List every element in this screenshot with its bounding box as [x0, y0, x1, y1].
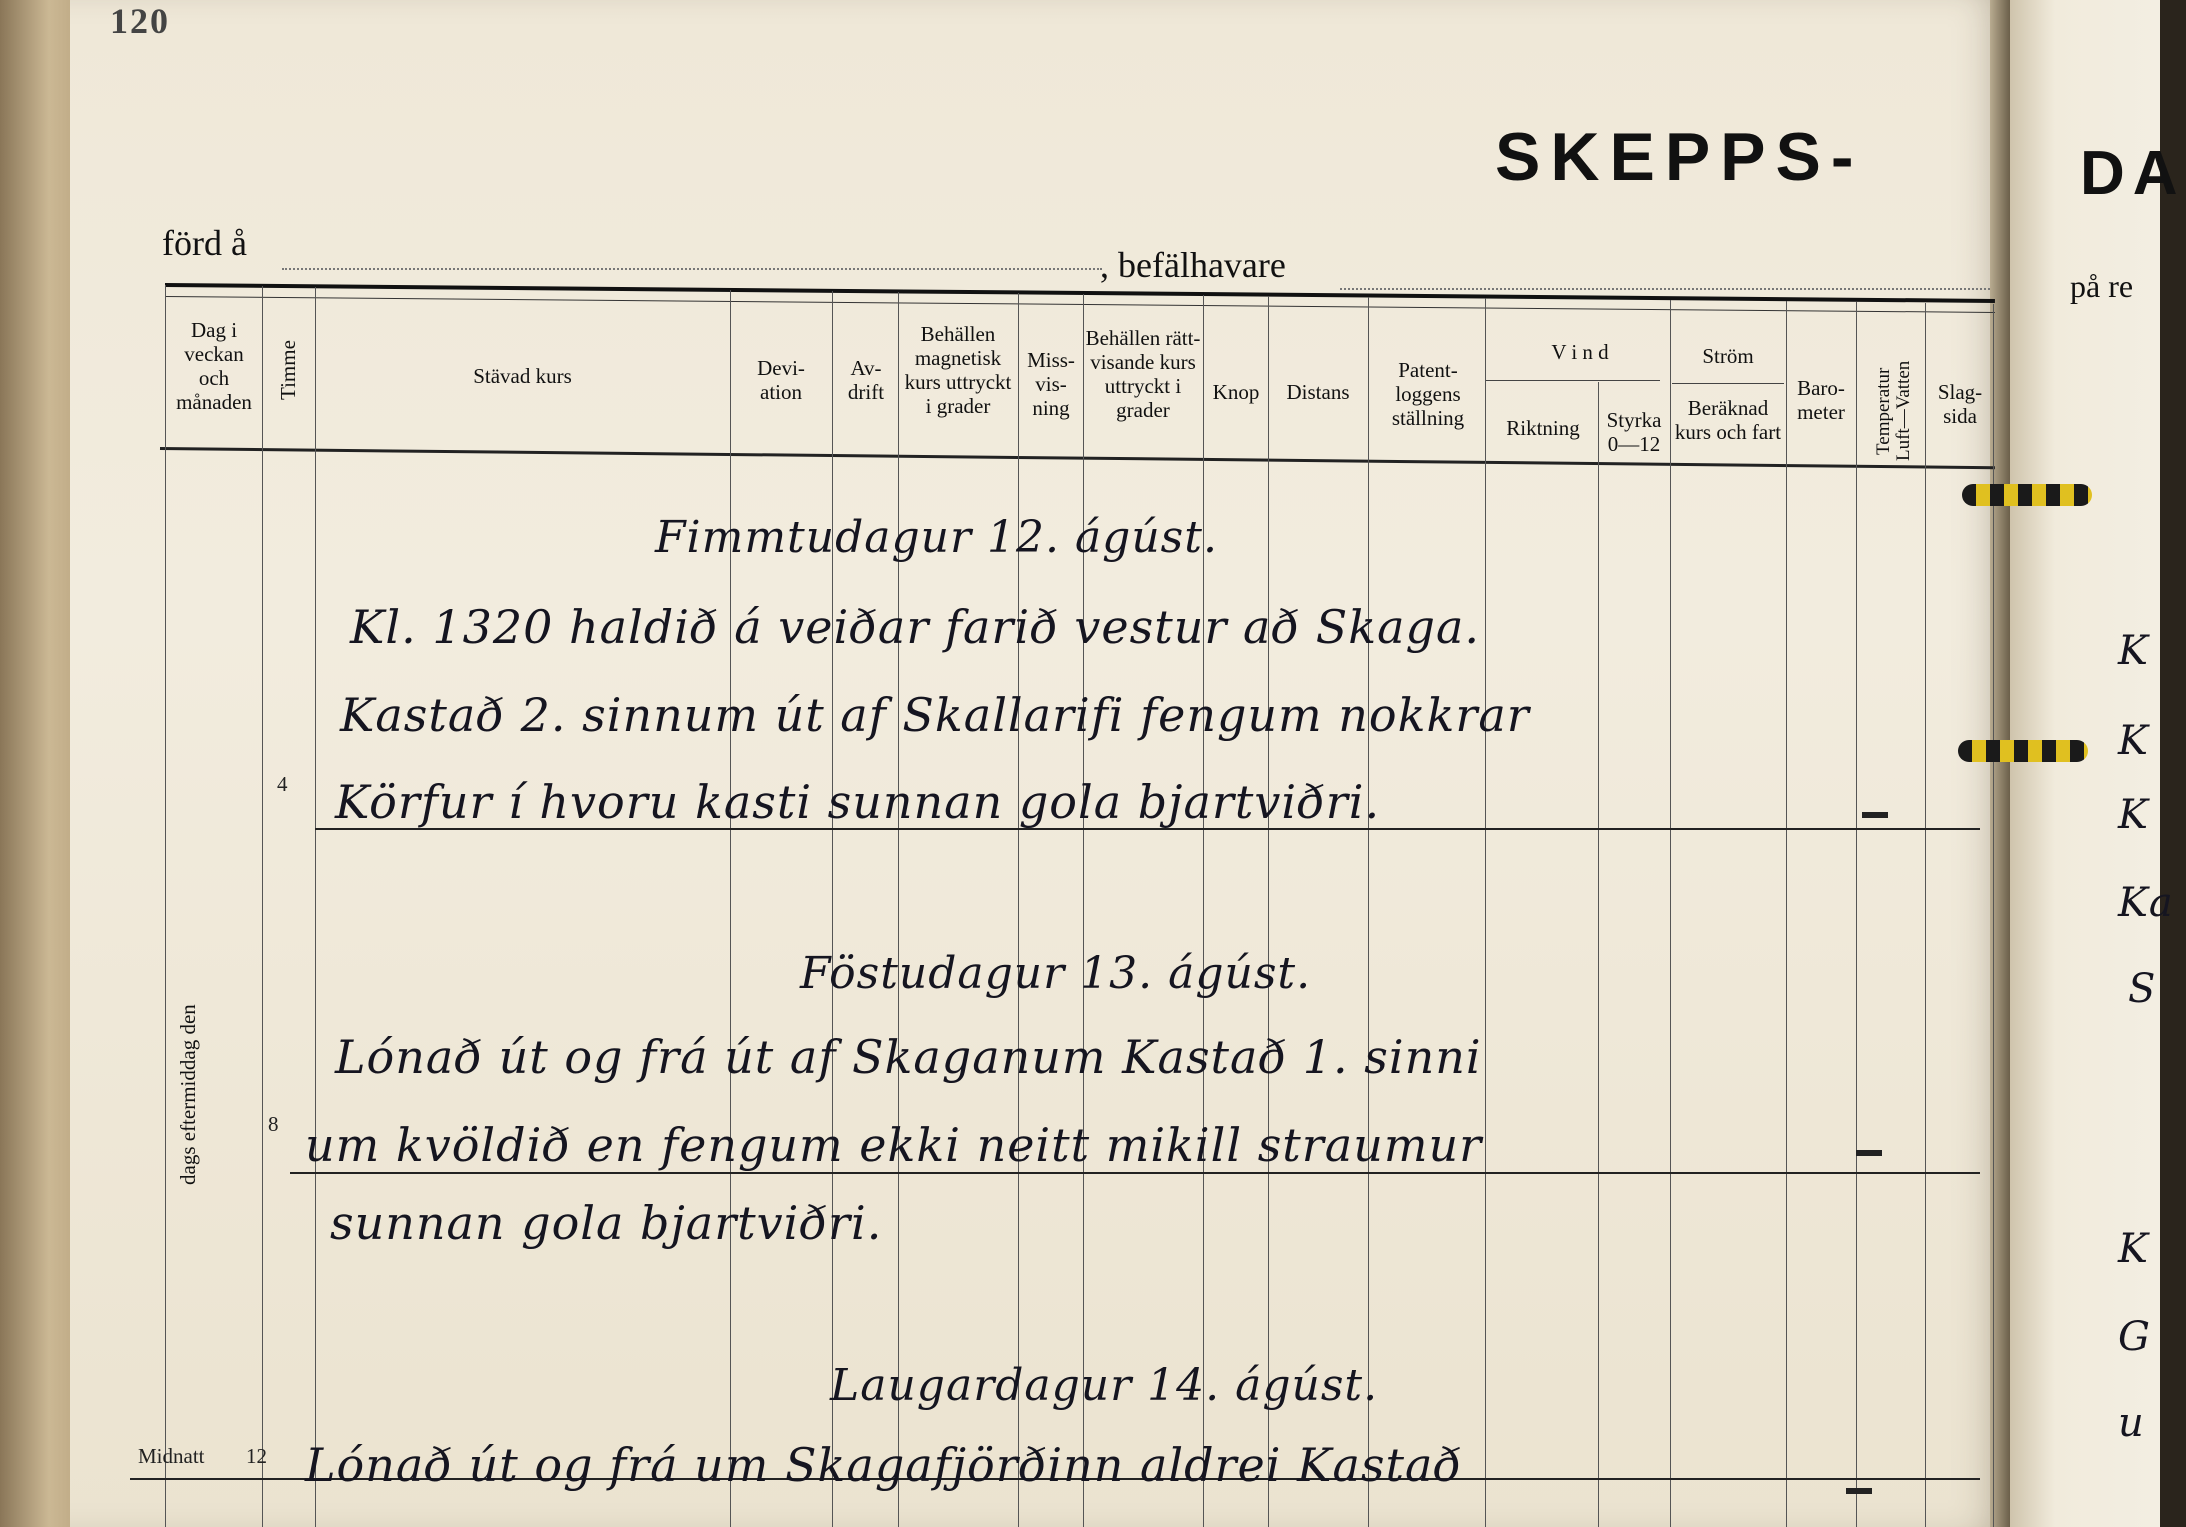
hour-4: 4 [277, 772, 288, 796]
col-header-dag: Dag i veckan och månaden [176, 318, 252, 414]
entry-2-line-2: um kvöldið en fengum ekki neitt mikill straumur [305, 1118, 1483, 1172]
col-header-vind: V i n d [1551, 340, 1609, 364]
col-line [1856, 302, 1857, 1527]
col-line [1786, 301, 1787, 1527]
next-page-title: DA [2080, 139, 2186, 208]
page-title: SKEPPS- [1495, 119, 1864, 195]
logbook-page [70, 0, 2005, 1527]
col-header-beraknad: Beräknad kurs och fart [1674, 396, 1782, 444]
hour-8: 8 [268, 1112, 279, 1136]
hour-12: 12 [246, 1444, 267, 1468]
next-page-label: på re [2070, 268, 2134, 304]
midnatt-label: Midnatt [138, 1444, 205, 1468]
entry-2-line-1: Lónað út og frá út af Skaganum Kastað 1. sinni [335, 1030, 1482, 1084]
entry-3-heading: Laugardagur 14. ágúst. [830, 1360, 1379, 1411]
col-header-timme: Timme [276, 340, 300, 400]
col-header-missvisning: Miss- vis- ning [1027, 348, 1075, 420]
col-header-barometer: Baro- meter [1797, 376, 1845, 424]
col-line [1670, 300, 1671, 1527]
col-line [1018, 293, 1019, 1527]
vind-sub-rule [1485, 380, 1660, 381]
binding-ring [1958, 740, 2088, 762]
col-header-riktning: Riktning [1506, 416, 1580, 440]
col-header-knop: Knop [1212, 380, 1260, 404]
next-page-glyph: K [2118, 628, 2149, 674]
col-line [730, 290, 731, 1527]
col-line [1598, 382, 1599, 1527]
col-line [832, 291, 833, 1527]
col-line [1485, 298, 1486, 1527]
col-header-patentloggen: Patent- loggens ställning [1391, 358, 1465, 430]
slagsida-dash [1846, 1488, 1872, 1494]
ford-label: förd å [162, 223, 247, 263]
entry-2-heading: Föstudagur 13. ágúst. [800, 948, 1312, 999]
next-page-glyph: S [2128, 966, 2157, 1012]
captain-name-blank [1340, 288, 1990, 290]
next-page-glyph: K [2118, 792, 2149, 838]
col-header-temperatur: Temperatur Luft—Vatten [1873, 360, 1914, 462]
next-page-glyph: G [2118, 1314, 2151, 1360]
binding-ring [1962, 484, 2092, 506]
col-line [1368, 297, 1369, 1527]
next-page-glyph: Ka [2118, 880, 2174, 926]
entry-3-line-1: Lónað út og frá um Skagafjörðinn aldrei Kastað [305, 1438, 1463, 1492]
slagsida-dash [1862, 812, 1888, 818]
ship-name-blank [282, 268, 1102, 270]
col-line [1268, 296, 1269, 1527]
hour-8-rule [290, 1172, 1980, 1174]
col-header-strom: Ström [1702, 344, 1754, 368]
col-header-beh-magnetisk: Behällen magnetisk kurs uttryckt i grader [904, 322, 1012, 418]
entry-1-heading: Fimmtudagur 12. ágúst. [655, 512, 1218, 563]
entry-1-line-1: Kl. 1320 haldið á veiðar farið vestur að Skaga. [350, 600, 1480, 654]
slagsida-dash [1856, 1150, 1882, 1156]
col-line [1203, 295, 1204, 1527]
col-header-beh-rattvisande: Behällen rätt- visande kurs uttryckt i grader [1085, 326, 1201, 422]
befalhavare-label: , befälhavare [1100, 245, 1286, 285]
col-line [898, 292, 899, 1527]
col-header-stavad-kurs: Stävad kurs [473, 364, 572, 388]
col-header-styrka: Styrka 0—12 [1606, 408, 1662, 456]
next-page-glyph: u [2118, 1400, 2145, 1446]
next-page-glyph: K [2118, 718, 2149, 764]
col-header-distans: Distans [1286, 380, 1350, 404]
page-number: 120 [110, 1, 170, 41]
col-header-avdrift: Av- drift [847, 356, 885, 404]
col-line [315, 287, 316, 1527]
entry-2-line-3: sunnan gola bjartviðri. [330, 1196, 883, 1250]
col-header-deviation: Devi- ation [757, 356, 805, 404]
next-page-glyph: K [2118, 1226, 2149, 1272]
col-line [1925, 303, 1926, 1527]
col-header-slagsida: Slag- sida [1937, 380, 1983, 428]
col-line [1083, 294, 1084, 1527]
side-label-eftermiddag: dags eftermiddag den [176, 1004, 200, 1186]
strom-sub-rule [1672, 383, 1784, 384]
col-line [165, 285, 166, 1527]
entry-1-line-2: Kastað 2. sinnum út af Skallarifi fengum nokkrar [340, 688, 1530, 742]
col-line [262, 286, 263, 1527]
entry-1-line-3: Körfur í hvoru kasti sunnan gola bjartviðri. [335, 775, 1381, 829]
